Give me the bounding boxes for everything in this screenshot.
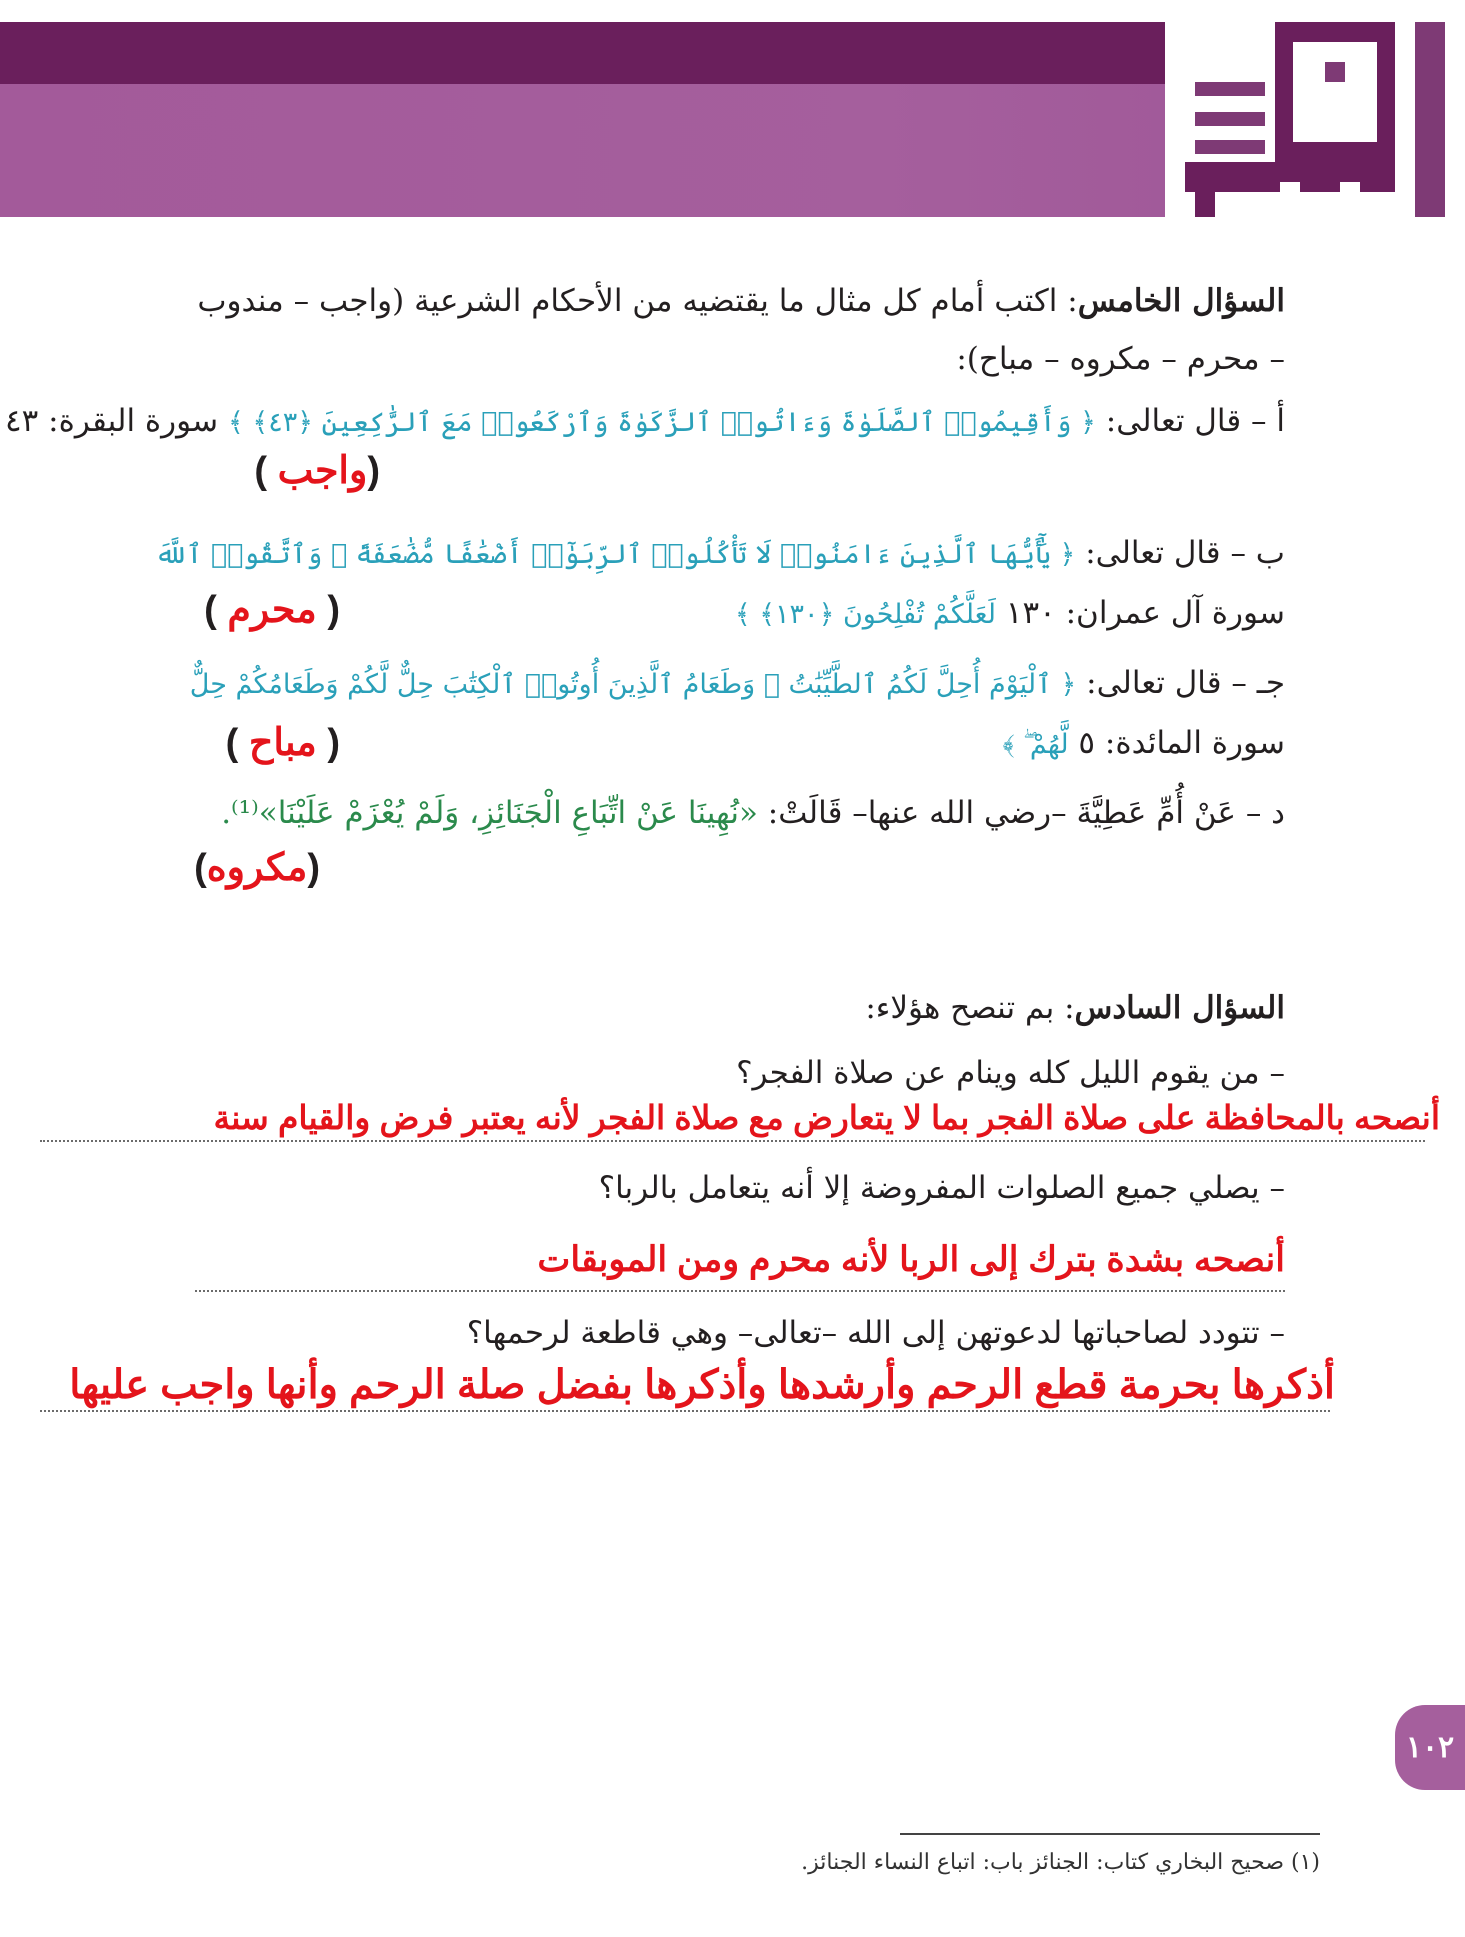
q6-answer-2: أنصحه بشدة بترك إلى الربا لأنه محرم ومن الموبقات [537, 1240, 1285, 1279]
q5-header-line [197, 278, 1285, 324]
q5-a-prefix: أ – قال تعالى: [1105, 403, 1285, 439]
page-number: ١٠٢ [1395, 1705, 1465, 1790]
footnote-rule [900, 1833, 1320, 1835]
q5-item-d [221, 790, 1285, 836]
q5-a-ref: سورة البقرة: ٤٣ [5, 403, 219, 439]
q5-c-prefix: جـ – قال تعالى: [1086, 665, 1285, 701]
q5-b-verse-1: ﴿ يَٰٓأَيُّهَا ٱلَّذِينَ ءَامَنُوا۟ لَا تَأْكُلُوا۟ ٱلرِّبَوٰٓا۟ أَضْعَٰفًا مُّضَٰعَفَةً ۖ وَٱتَّقُوا۟ ٱللَّهَ [154, 539, 1076, 570]
q5-instructions-1: : اكتب أمام كل مثال ما يقتضيه من الأحكام الشرعية (واجب – مندوب [197, 283, 1078, 319]
q6-answer-1: أنصحه بالمحافظة على صلاة الفجر بما لا يتعارض مع صلاة الفجر لأنه يعتبر فرض والقيام سنة [213, 1099, 1440, 1136]
q6-answer-3: أذكرها بحرمة قطع الرحم وأرشدها وأذكرها بفضل صلة الرحم وأنها واجب عليها [69, 1363, 1335, 1407]
q6-title: السؤال السادس [1074, 990, 1285, 1026]
q5-item-b-line1 [155, 530, 1285, 578]
q6-item-3: – تتودد لصاحباتها لدعوتهن إلى الله –تعالى– وهي قاطعة لرحمها؟ [466, 1315, 1285, 1351]
q5-item-c-line1 [190, 660, 1285, 708]
q5-d-answer: (مكروه) [194, 847, 320, 889]
q5-c-verse-2: لَّهُمْ ۖ ﴾ [1002, 729, 1069, 760]
q5-a-answer: (واجب ) [254, 450, 380, 492]
footnote: (١) صحيح البخاري كتاب: الجنائز باب: اتباع النساء الجنائز. [801, 1850, 1320, 1875]
q6-instructions: : بم تنصح هؤلاء: [865, 990, 1075, 1026]
q5-instructions-2: – محرم – مكروه – مباح): [956, 341, 1285, 377]
q5-d-hadith: «نُهِينَا عَنْ اتِّبَاعِ الْجَنَائِزِ، وَلَمْ يُعْزَمْ عَلَيْنَا»⁽¹⁾. [221, 795, 758, 831]
q5-b-prefix: ب – قال تعالى: [1085, 535, 1285, 571]
q5-c-verse-1: ﴿ ٱلْيَوْمَ أُحِلَّ لَكُمُ ٱلطَّيِّبَٰتُ ۖ وَطَعَامُ ٱلَّذِينَ أُوتُوا۟ ٱلْكِتَٰبَ حِلٌّ لَّكُمْ وَطَعَامُكُمْ حِلٌّ [189, 669, 1077, 700]
q5-c-ref: سورة المائدة: ٥ [1078, 725, 1285, 761]
q6-header-line [865, 985, 1285, 1031]
header-banner [0, 22, 1465, 217]
q5-b-ref: سورة آل عمران: ١٣٠ [1005, 595, 1285, 631]
q5-item-c-line2 [1003, 720, 1285, 768]
q6-item-1: – من يقوم الليل كله وينام عن صلاة الفجر؟ [736, 1055, 1285, 1091]
q5-item-b-line2 [735, 590, 1285, 638]
q5-b-verse-2: لَعَلَّكُمْ تُفْلِحُونَ ﴿١٣٠﴾ ﴾ [734, 599, 996, 630]
q6-item-2: – يصلي جميع الصلوات المفروضة إلا أنه يتعامل بالربا؟ [598, 1170, 1285, 1206]
q5-a-verse: ﴿ وَأَقِيمُوا۟ ٱلصَّلَوٰةَ وَءَاتُوا۟ ٱلزَّكَوٰةَ وَٱرْكَعُوا۟ مَعَ ٱلرَّٰكِعِينَ ﴿٤٣﴾ ﴾ [227, 407, 1096, 438]
q5-c-answer: ( مباح ) [225, 722, 340, 764]
q5-item-a [5, 398, 1285, 446]
q5-title: السؤال الخامس [1077, 283, 1285, 319]
answer-line-1 [40, 1140, 1425, 1142]
subject-logo [1165, 22, 1465, 217]
q5-b-answer: ( محرم ) [204, 589, 340, 631]
answer-line-2 [195, 1290, 1285, 1292]
q5-d-prefix: د – عَنْ أُمِّ عَطِيَّةَ –رضي الله عنها– قَالَتْ: [767, 795, 1285, 831]
answer-line-3 [40, 1410, 1330, 1412]
